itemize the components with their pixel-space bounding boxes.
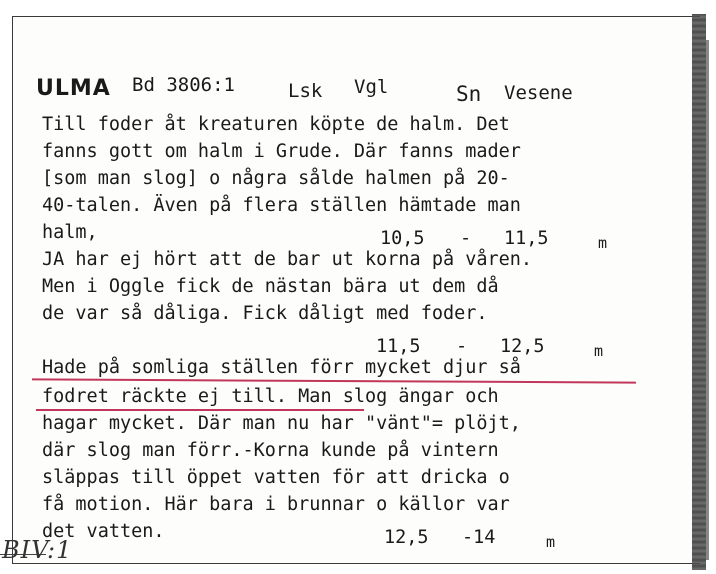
- text-line: 40-talen. Även på flera ställen hämtade man: [42, 195, 521, 216]
- text-line: [som man slog] o några sålde halmen på 20-: [42, 168, 510, 189]
- sn-value: Vesene: [504, 82, 573, 104]
- text-line: där slog man förr.-Korna kunde på vintern: [42, 440, 499, 461]
- text-line: det vatten.: [42, 521, 165, 542]
- measure-to: 12,5: [500, 336, 545, 357]
- text-line-underlined: fodret räckte ej till. Man slog ängar och: [42, 386, 499, 407]
- sn-label: Sn: [456, 82, 482, 106]
- measure-unit: m: [594, 342, 604, 360]
- red-underline: [36, 409, 364, 411]
- measure-dash: -: [456, 336, 468, 357]
- text-line: släppas till öppet vatten för att dricka o: [42, 467, 510, 488]
- card-edge: [692, 14, 706, 570]
- measure-dash: -14: [462, 527, 496, 548]
- text-line: Men i Oggle fick de nästan bära ut dem då: [42, 276, 499, 297]
- text-line: hagar mycket. Där man nu har "vänt"= plöjt,: [42, 413, 521, 434]
- text-line: fanns gott om halm i Grude. Där fanns mader: [42, 141, 521, 162]
- handwritten-signature: BIV:1: [2, 536, 73, 564]
- lsk-label: Lsk: [288, 80, 323, 102]
- text-line-underlined: Hade på somliga ställen förr mycket djur så: [42, 357, 521, 378]
- measure-to: 11,5: [504, 228, 549, 249]
- card-edge-shadow: [706, 40, 709, 560]
- text-line: få motion. Här bara i brunnar o källor var: [42, 494, 510, 515]
- lsk-value: Vgl: [354, 76, 389, 98]
- record-number: Bd 3806:1: [132, 74, 235, 96]
- measure-unit: m: [546, 533, 556, 551]
- text-line: Till foder åt kreaturen köpte de halm. Det: [42, 114, 510, 135]
- measure-unit: m: [598, 234, 608, 252]
- text-line: halm,: [42, 222, 98, 243]
- measure-dash: -: [460, 228, 472, 249]
- archive-code: ULMA: [36, 76, 111, 101]
- measure-from: 12,5: [384, 527, 429, 548]
- text-line: de var så dåliga. Fick dåligt med foder.: [42, 303, 488, 324]
- measure-from: 10,5: [380, 228, 425, 249]
- measure-from: 11,5: [376, 336, 421, 357]
- text-line: JA har ej hört att de bar ut korna på våren.: [42, 249, 533, 270]
